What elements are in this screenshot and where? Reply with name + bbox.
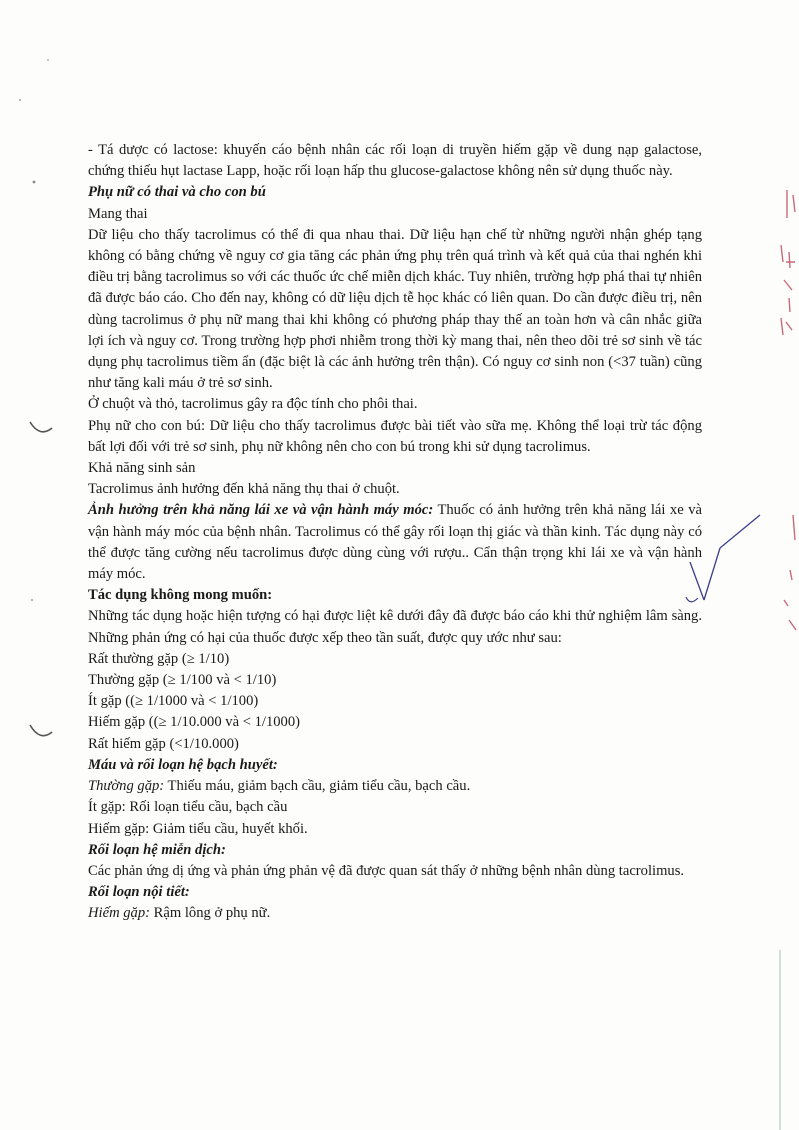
immune-paragraph: Các phản ứng dị ứng và phản ứng phản vệ đã được quan sát thấy ở những bệnh nhân dùng tacrolimus. bbox=[88, 862, 685, 879]
breastfeeding-paragraph: Phụ nữ cho con bú: Dữ liệu cho thấy tacrolimus được bài tiết vào sữa mẹ. Không thể loại trừ tác động bất lợi đối với trẻ sơ sinh, phụ nữ không nên cho con bú trong khi sử dụng tacrolimus. bbox=[88, 417, 702, 455]
animal-toxicity-paragraph: Ở chuột và thỏ, tacrolimus gây ra độc tính cho phôi thai. bbox=[88, 396, 418, 413]
punch-hole-mark bbox=[30, 725, 52, 736]
scan-speck bbox=[19, 59, 49, 601]
blood-rare-line: Hiếm gặp: Giảm tiểu cầu, huyết khối. bbox=[88, 820, 308, 837]
fertility-paragraph: Tacrolimus ảnh hưởng đến khả năng thụ thai ở chuột. bbox=[88, 481, 400, 498]
immune-disorders-heading: Rối loạn hệ miễn dịch: bbox=[88, 841, 226, 858]
frequency-rare: Hiếm gặp ((≥ 1/10.000 và < 1/1000) bbox=[88, 714, 301, 731]
frequency-very-rare: Rất hiếm gặp (<1/10.000) bbox=[88, 735, 239, 752]
endocrine-disorders-heading: Rối loạn nội tiết: bbox=[88, 884, 190, 901]
pregnancy-heading: Phụ nữ có thai và cho con bú bbox=[88, 184, 266, 201]
driving-heading: Ảnh hưởng trên khả năng lái xe và vận hành máy móc: bbox=[88, 502, 434, 519]
endocrine-label: Hiếm gặp: bbox=[88, 905, 151, 922]
blood-common-line bbox=[88, 776, 702, 797]
fertility-subheading: Khả năng sinh sản bbox=[88, 460, 196, 477]
frequency-common: Thường gặp (≥ 1/100 và < 1/10) bbox=[88, 672, 277, 689]
blood-common-label: Thường gặp: bbox=[88, 778, 165, 795]
pregnancy-paragraph: Dữ liệu cho thấy tacrolimus có thể đi qua nhau thai. Dữ liệu hạn chế từ những người nhận ghép tạng không có bằng chứng về nguy cơ gia tăng các phản ứng phụ trên quá trình và kết quả của thai nghén khi điều trị bằng tacrolimus so với các thuốc ức chế miễn dịch khác. Tuy nhiên, trường hợp phá thai tự nhiên đã được báo cáo. Cho đến nay, không có dữ liệu dịch tễ học khác có liên quan. Do cần được điều trị, nên dùng tacrolimus ở phụ nữ mang thai khi không có phương pháp thay thế an toàn hơn và cân nhắc giữa lợi ích và nguy cơ. Trong trường hợp phơi nhiễm trong thời kỳ mang thai, nên theo dõi trẻ sơ sinh về tác dụng phụ tacrolimus tiềm ẩn (đặc biệt là các ảnh hưởng trên thận). Có nguy cơ sinh non (<37 tuần) cũng như tăng kali máu ở trẻ sơ sinh. bbox=[88, 226, 702, 392]
blood-common-text: Thiếu máu, giảm bạch cầu, giảm tiểu cầu, bạch cầu. bbox=[164, 778, 471, 795]
document-body bbox=[88, 140, 702, 925]
punch-hole-mark bbox=[30, 422, 52, 432]
blood-uncommon-line: Ít gặp: Rối loạn tiểu cầu, bạch cầu bbox=[88, 799, 288, 816]
pregnancy-subheading: Mang thai bbox=[88, 205, 148, 222]
driving-paragraph bbox=[88, 500, 702, 585]
lactose-warning-paragraph: - Tá dược có lactose: khuyến cáo bệnh nhân các rối loạn di truyền hiếm gặp về dung nạp galactose, chứng thiếu hụt lactase Lapp, hoặc rối loạn hấp thu glucose-galactose không nên sử dụng thuốc này. bbox=[88, 142, 702, 180]
frequency-very-common: Rất thường gặp (≥ 1/10) bbox=[88, 650, 230, 667]
blood-disorders-heading: Máu và rối loạn hệ bạch huyết: bbox=[88, 756, 278, 773]
adverse-effects-paragraph: Những tác dụng hoặc hiện tượng có hại được liệt kê dưới đây đã được báo cáo khi thử nghiệm lâm sàng. Những phản ứng có hại của thuốc được xếp theo tần suất, được quy ước như sau: bbox=[88, 608, 702, 646]
endocrine-line bbox=[88, 903, 702, 924]
endocrine-text: Rậm lông ở phụ nữ. bbox=[150, 905, 271, 922]
frequency-uncommon: Ít gặp ((≥ 1/1000 và < 1/100) bbox=[88, 693, 259, 710]
driving-text: Thuốc có ảnh hưởng trên khả năng lái xe và vận hành máy móc của bệnh nhân. Tacrolimus có thể gây rối loạn thị giác và thần kinh. Tác dụng này có thể được tăng cường nếu tacrolimus được dùng cùng với rượu.. Cẩn thận trọng khi lái xe và vận hành máy móc. bbox=[88, 502, 702, 583]
adverse-effects-heading: Tác dụng không mong muốn: bbox=[88, 587, 273, 604]
red-margin-marks bbox=[781, 190, 796, 630]
